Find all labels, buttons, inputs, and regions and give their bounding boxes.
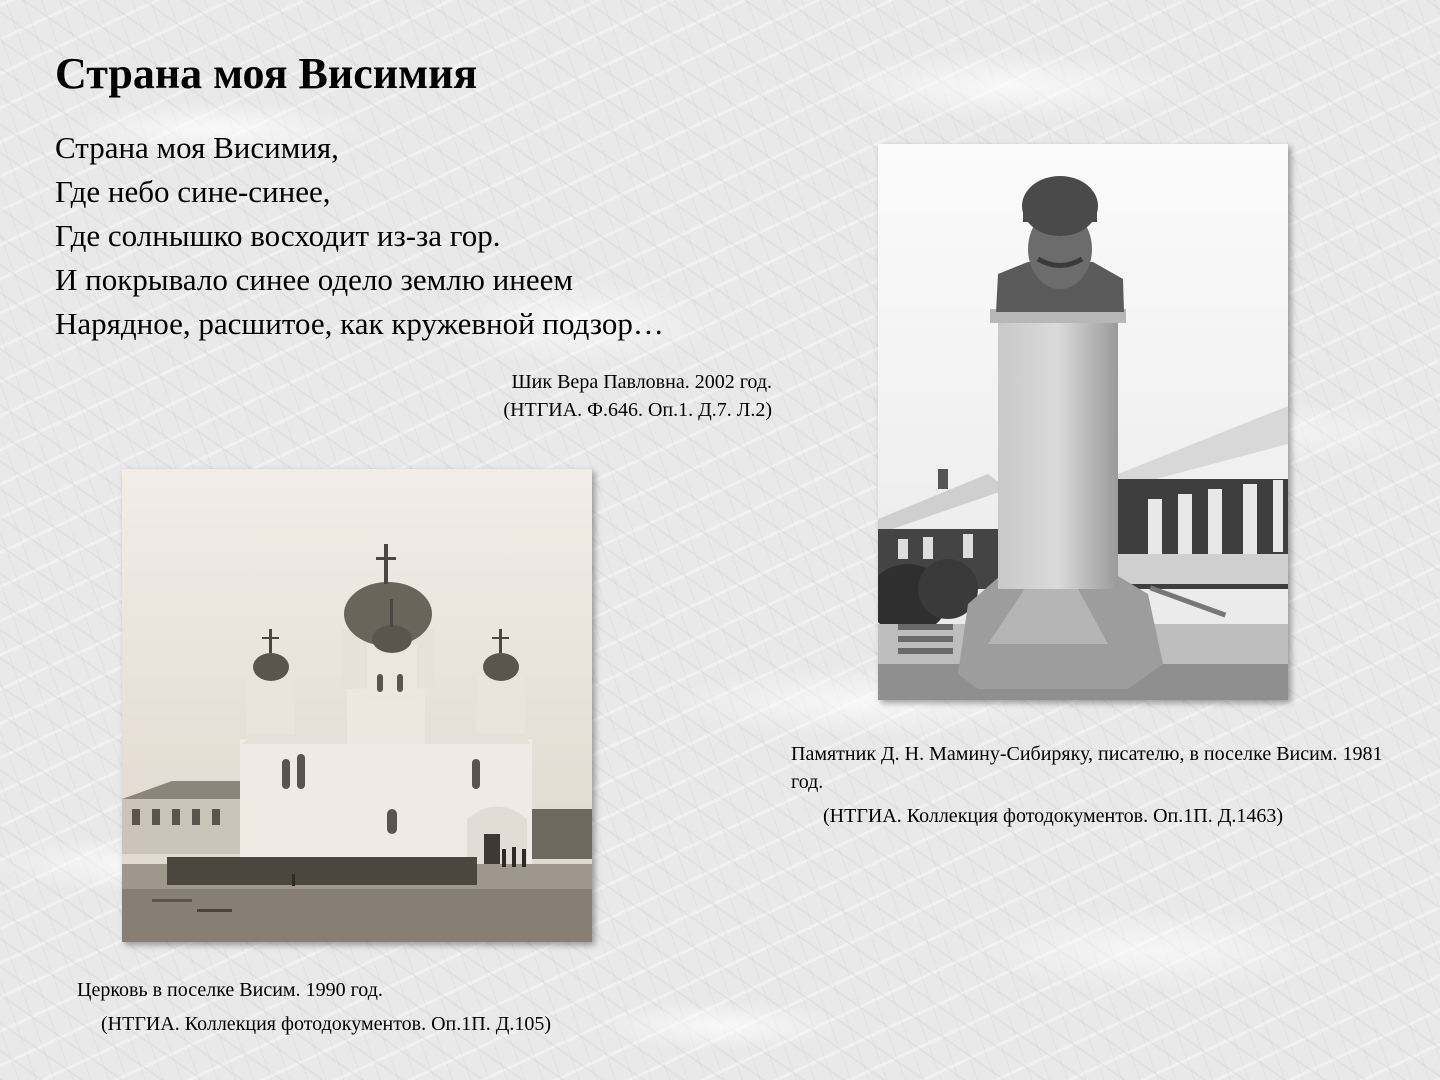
church-photo	[122, 469, 592, 942]
poem-author: Шик Вера Павловна. 2002 год.	[511, 371, 772, 393]
poem-line: Где небо сине-синее,	[55, 174, 331, 209]
poem-source: (НТГИА. Ф.646. Оп.1. Д.7. Л.2)	[503, 399, 772, 421]
monument-caption	[791, 740, 1391, 830]
monument-photo	[878, 144, 1288, 700]
church-caption-source: (НТГИА. Коллекция фотодокументов. Оп.1П. Д.105)	[101, 1013, 551, 1035]
slide-title: Страна моя Висимия	[55, 49, 478, 98]
poem	[55, 126, 664, 346]
poem-credit	[503, 368, 772, 424]
poem-line: Где солнышко восходит из-за гор.	[55, 218, 501, 253]
monument-caption-source: (НТГИА. Коллекция фотодокументов. Оп.1П. Д.1463)	[823, 805, 1283, 827]
poem-line: Страна моя Висимия,	[55, 130, 339, 165]
church-caption	[77, 976, 697, 1038]
church-caption-text: Церковь в поселке Висим. 1990 год.	[77, 979, 383, 1001]
poem-line: И покрывало синее одело землю инеем	[55, 262, 573, 297]
poem-line: Нарядное, расшитое, как кружевной подзор…	[55, 306, 664, 341]
monument-caption-text: Памятник Д. Н. Мамину-Сибиряку, писателю, в поселке Висим. 1981 год.	[791, 743, 1383, 793]
